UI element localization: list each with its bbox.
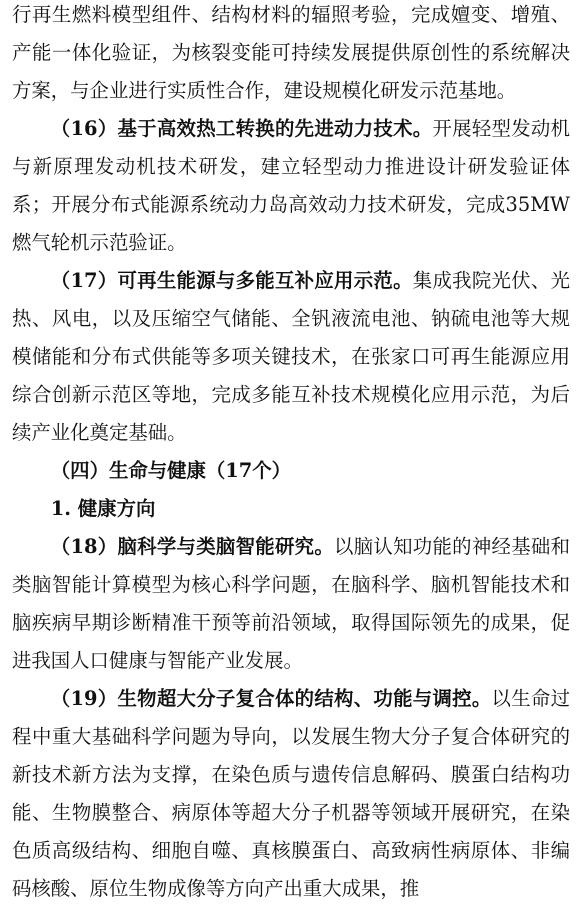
paragraph-text: 以脑认知功能的神经基础和类脑智能计算模型为核心科学问题，在脑科学、脑机智能技术和脑疾病早期诊断精准干预等前沿领域，取得国际领先的成果，促进我国人口健康与智能产业发展。 <box>12 535 571 672</box>
paragraph-continuation <box>12 0 570 110</box>
paragraph-text: 行再生燃料模型组件、结构材料的辐照考验，完成嬗变、增殖、产能一体化验证，为核裂变能可持续发展提供原创性的系统解决方案，与企业进行实质性合作，建设规模化研发示范基地。 <box>12 3 570 102</box>
item-title: （17）可再生能源与多能互补应用示范。 <box>50 269 413 292</box>
paragraph-text: 集成我院光伏、光热、风电，以及压缩空气储能、全钒液流电池、钠硫电池等大规模储能和分布式供能等多项关键技术，在张家口可再生能源应用综合创新示范区等地，完成多能互补技术规模化应用示范，为后续产业化奠定基础。 <box>12 269 571 444</box>
item-title: （16）基于高效热工转换的先进动力技术。 <box>50 117 433 140</box>
section-heading: （四）生命与健康（17个） <box>50 459 292 482</box>
paragraph-item-18 <box>12 528 570 680</box>
paragraph-text: 开展轻型发动机与新原理发动机技术研发，建立轻型动力推进设计研发验证体系；开展分布式能源系统动力岛高效动力技术研发，完成35MW燃气轮机示范验证。 <box>12 117 571 254</box>
subsection-heading: 1. 健康方向 <box>50 497 156 520</box>
paragraph-item-16 <box>12 110 570 262</box>
item-title: （18）脑科学与类脑智能研究。 <box>50 535 335 558</box>
paragraph-text: 以生命过程中重大基础科学问题为导向，以发展生物大分子复合体研究的新技术新方法为支撑，在染色质与遗传信息解码、膜蛋白结构功能、生物膜整合、病原体等超大分子机器等领域开展研究，在染色质高级结构、细胞自噬、真核膜蛋白、高致病性病原体、非编码核酸、原位生物成像等方向产出重大成果，推 <box>12 687 571 900</box>
paragraph-item-17 <box>12 262 570 452</box>
item-title: （19）生物超大分子复合体的结构、功能与调控。 <box>50 687 492 710</box>
paragraph-item-19 <box>12 680 570 908</box>
